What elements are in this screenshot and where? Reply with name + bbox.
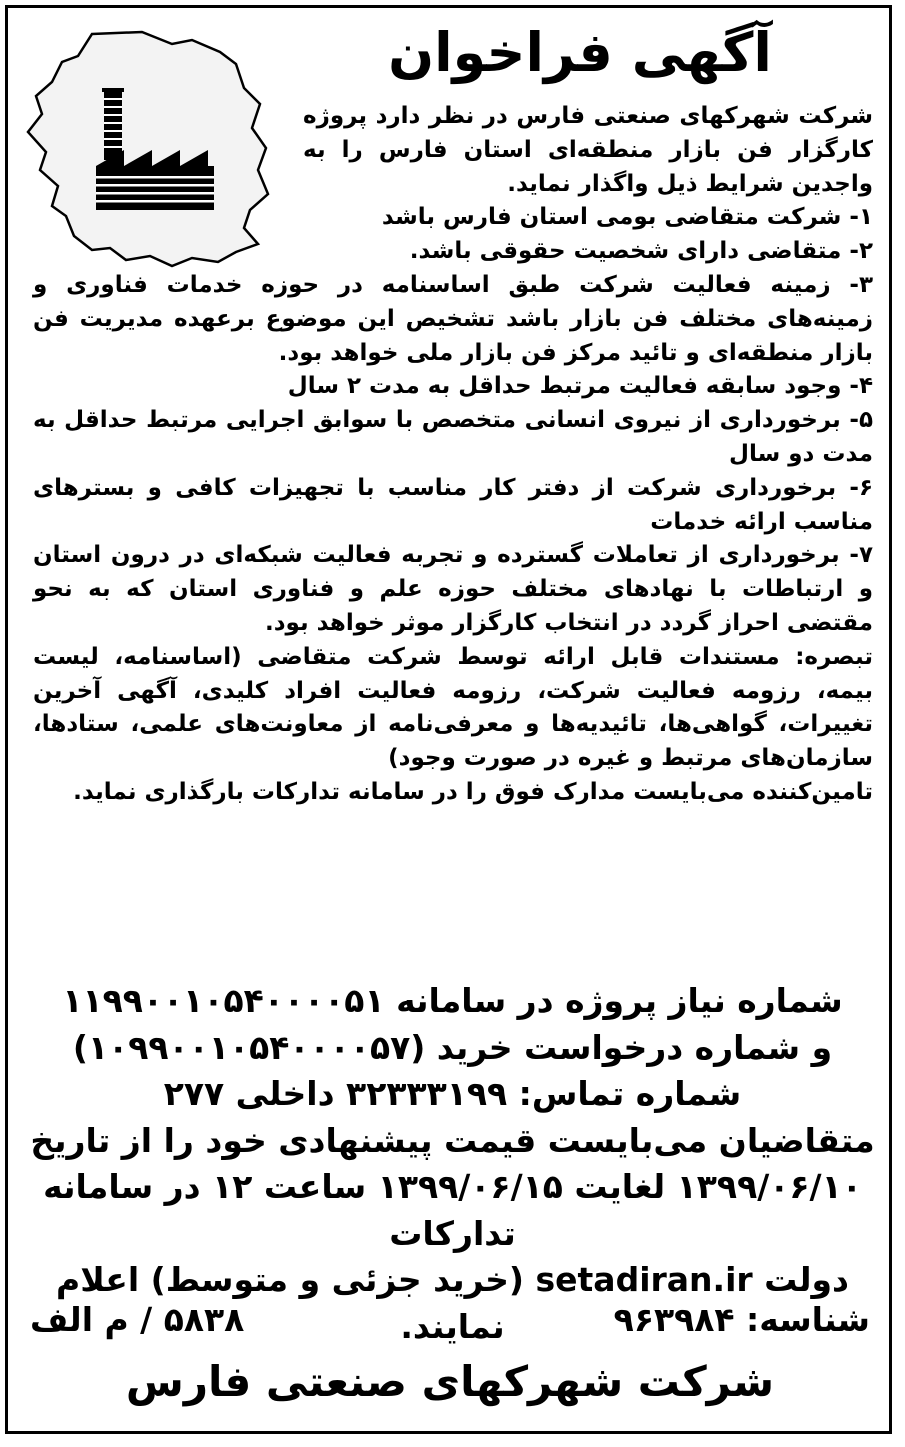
condition-item-3: ۳- زمینه فعالیت شرکت طبق اساسنامه در حوزه خدمات فناوری و زمینه‌های مختلف فن بازار باشد تشخیص این موضوع برعهده مدیریت فن بازار منطقه‌ای و تائید مرکز فن بازار ملی خواهد بود. <box>33 271 873 366</box>
note-paragraph: تبصره: مستندات قابل ارائه توسط شرکت متقاضی (اساسنامه، لیست بیمه، رزومه فعالیت شرکت، رزومه فعالیت افراد کلیدی، آگهی آخرین تغییرات، گواهی‌ها، تائیدیه‌ها و معرفی‌نامه از معاونت‌های علمی، ستادها، سازمان‌های مرتبط و غیره در صورت وجود) <box>33 643 873 772</box>
supplier-line: تامین‌کننده می‌بایست مدارک فوق را در سامانه تدارکات بارگذاری نماید. <box>73 778 873 805</box>
condition-item-1: ۱- شرکت متقاضی بومی استان فارس باشد <box>381 204 873 231</box>
announcement-title: آگهی فراخوان <box>388 21 772 84</box>
identifier-label: شناسه: ۹۶۳۹۸۴ <box>613 1300 870 1339</box>
intro-paragraph: شرکت شهرکهای صنعتی فارس در نظر دارد پروژه کارگزار فن بازار منطقه‌ای استان فارس را به واجدین شرایط ذیل واگذار نماید. <box>303 103 873 197</box>
deadline-line-2: ۱۳۹۹/۰۶/۱۰ لغایت ۱۳۹۹/۰۶/۱۵ ساعت ۱۲ در سامانه تدارکات <box>43 1167 862 1253</box>
tender-details <box>30 978 875 1350</box>
deadline-line-3: دولت setadiran.ir (خرید جزئی و متوسط) اعلام نمایند. <box>56 1260 849 1346</box>
deadline-line-1: متقاضیان می‌بایست قیمت پیشنهادی خود را از تاریخ <box>30 1120 875 1160</box>
contact-number: شماره تماس: ۳۲۳۳۳۱۹۹ داخلی ۲۷۷ <box>163 1074 742 1113</box>
purchase-request-number: و شماره درخواست خرید (۱۰۹۹۰۰۱۰۵۴۰۰۰۰۵۷) <box>72 1027 833 1067</box>
company-signature: شرکت شهرکهای صنعتی فارس <box>125 1357 775 1406</box>
condition-item-2: ۲- متقاضی دارای شخصیت حقوقی باشد. <box>409 238 873 265</box>
condition-item-4: ۴- وجود سابقه فعالیت مرتبط حداقل به مدت ۲ سال <box>287 373 873 400</box>
condition-item-5: ۵- برخورداری از نیروی انسانی متخصص با سوابق اجرایی مرتبط حداقل به مدت دو سال <box>33 407 873 467</box>
announcement-body <box>33 100 873 810</box>
identifier-row <box>30 1300 870 1346</box>
condition-item-6: ۶- برخورداری شرکت از دفتر کار مناسب با تجهیزات کافی و بسترهای مناسب ارائه خدمات <box>33 474 873 535</box>
reference-code: ۵۸۳۸ / م الف <box>30 1300 245 1339</box>
project-need-number: شماره نیاز پروژه در سامانه ۱۱۹۹۰۰۱۰۵۴۰۰۰۰۵۱ <box>62 981 843 1020</box>
condition-item-7: ۷- برخورداری از تعاملات گسترده و تجربه فعالیت شبکه‌ای در درون استان و ارتباطات با نهادهای مختلف حوزه علم و فناوری استان که به نحو مقتضی احراز گردد در انتخاب کارگزار موثر خواهد بود. <box>33 542 873 636</box>
